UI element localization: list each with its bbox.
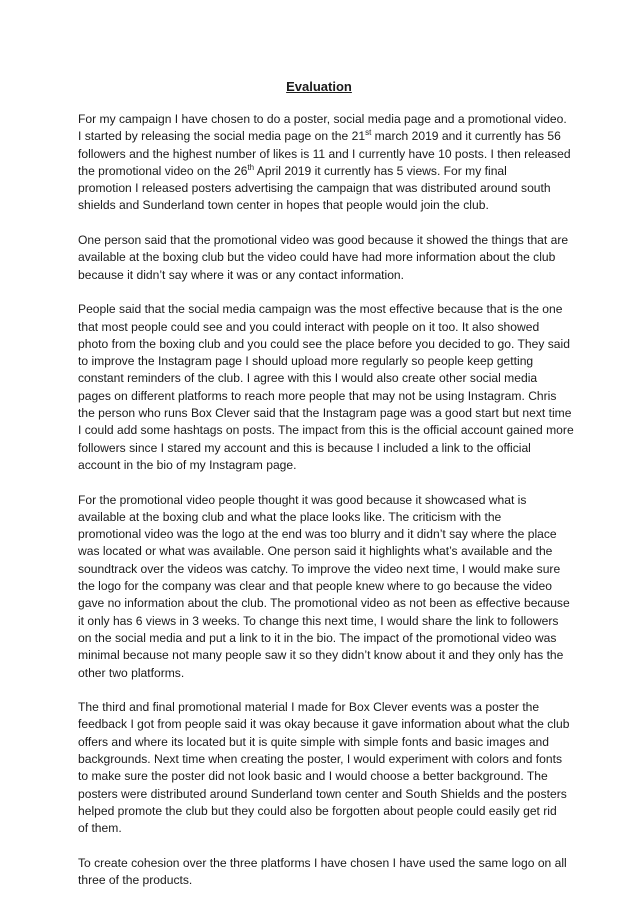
text-line: The third and final promotional material I made for Box Clever events was a poster the	[78, 700, 540, 715]
text-line: One person said that the promotional video was good because it showed the things that are	[78, 233, 569, 248]
text-line: posters were distributed around Sunderland town center and South Shields and the posters	[78, 786, 567, 801]
text-line: shields and Sunderland town center in hopes that people would join the club.	[78, 198, 489, 213]
text-line: gave no information about the club. The promotional video as not been as effective because	[78, 596, 570, 611]
text-line: soundtrack over the videos was catchy. To improve the video next time, I would make sure	[78, 561, 561, 576]
text-line: pages on different platforms to reach more people that may not be using Instagram. Chris	[78, 388, 557, 403]
text-line: it only has 6 views in 3 weeks. To change this next time, I would share the link to followers	[78, 613, 559, 628]
text-line: offers and where its located but it is quite simple with simple fonts and basic images and	[78, 734, 550, 749]
text-line: to improve the Instagram page I should upload more regularly so people keep getting	[78, 354, 534, 369]
text-line: promotion I released posters advertising the campaign that was distributed around south	[78, 181, 551, 196]
paragraph	[78, 699, 568, 837]
text-line: on the social media and put a link to it in the bio. The impact of the promotional video was	[78, 630, 557, 645]
text-line: helped promote the club but they could also be forgotten about people could easily get rid	[78, 803, 557, 818]
document-title: Evaluation	[286, 79, 352, 94]
text-line: To create cohesion over the three platforms I have chosen I have used the same logo on all	[78, 855, 567, 870]
text-line: account in the bio of my Instagram page.	[78, 457, 297, 472]
text-line: feedback I got from people said it was okay because it gave information about what the club	[78, 717, 570, 732]
paragraph	[78, 232, 568, 284]
text-line: followers and the highest number of likes is 11 and I currently have 10 posts. I then released	[78, 146, 571, 161]
text-line: I started by releasing the social media page on the 21st march 2019 and it currently has 56	[78, 128, 561, 144]
text-line: photo from the boxing club and you could see the place before you decided to go. They said	[78, 336, 570, 351]
text-line: the person who runs Box Clever said that the Instagram page was a good start but next time	[78, 406, 572, 421]
text-line: available at the boxing club but the video could have had more information about the club	[78, 250, 556, 265]
text-line: the logo for the company was clear and that people knew where to go because the video	[78, 579, 552, 594]
text-line: followers since I stared my account and this is because I included a link to the official	[78, 440, 531, 455]
text-line: the promotional video on the 26th April 2019 it currently has 5 views. For my final	[78, 162, 507, 178]
text-line: that most people could see and you could interact with people on it too. It also showed	[78, 319, 540, 334]
paragraph	[78, 492, 568, 682]
text-line: promotional video was the logo at the end was too blurry and it didn’t say where the place	[78, 527, 557, 542]
paragraph	[78, 301, 574, 474]
superscript: st	[365, 128, 372, 138]
text-line: For my campaign I have chosen to do a poster, social media page and a promotional video.	[78, 112, 567, 126]
text-line: minimal because not many people saw it so they didn’t know about it and they only has the	[78, 648, 564, 663]
text-line: backgrounds. Next time when creating the poster, I would experiment with colors and fonts	[78, 751, 563, 766]
text-line: because it didn’t say where it was or any contact information.	[78, 267, 405, 282]
text-line: was located or what was available. One person said it highlights what’s available and the	[78, 544, 553, 559]
paragraph	[78, 111, 571, 215]
text-line: other two platforms.	[78, 665, 185, 680]
text-line: to make sure the poster did not look basic and I would choose a better background. The	[78, 769, 548, 784]
superscript: th	[247, 162, 255, 172]
text-line: People said that the social media campaign was the most effective because that is the one	[78, 302, 563, 317]
text-line: three of the products.	[78, 873, 193, 888]
text-line: of them.	[78, 821, 122, 836]
paragraph	[78, 855, 568, 890]
text-line: I could add some hashtags on posts. The impact from this is the official account gained more	[78, 423, 574, 438]
text-line: available at the boxing club and what the place looks like. The criticism with the	[78, 509, 502, 524]
text-line: constant reminders of the club. I agree with this I would also create other social media	[78, 371, 538, 386]
document-body	[78, 111, 574, 907]
text-line: For the promotional video people thought it was good because it showcased what is	[78, 492, 527, 507]
